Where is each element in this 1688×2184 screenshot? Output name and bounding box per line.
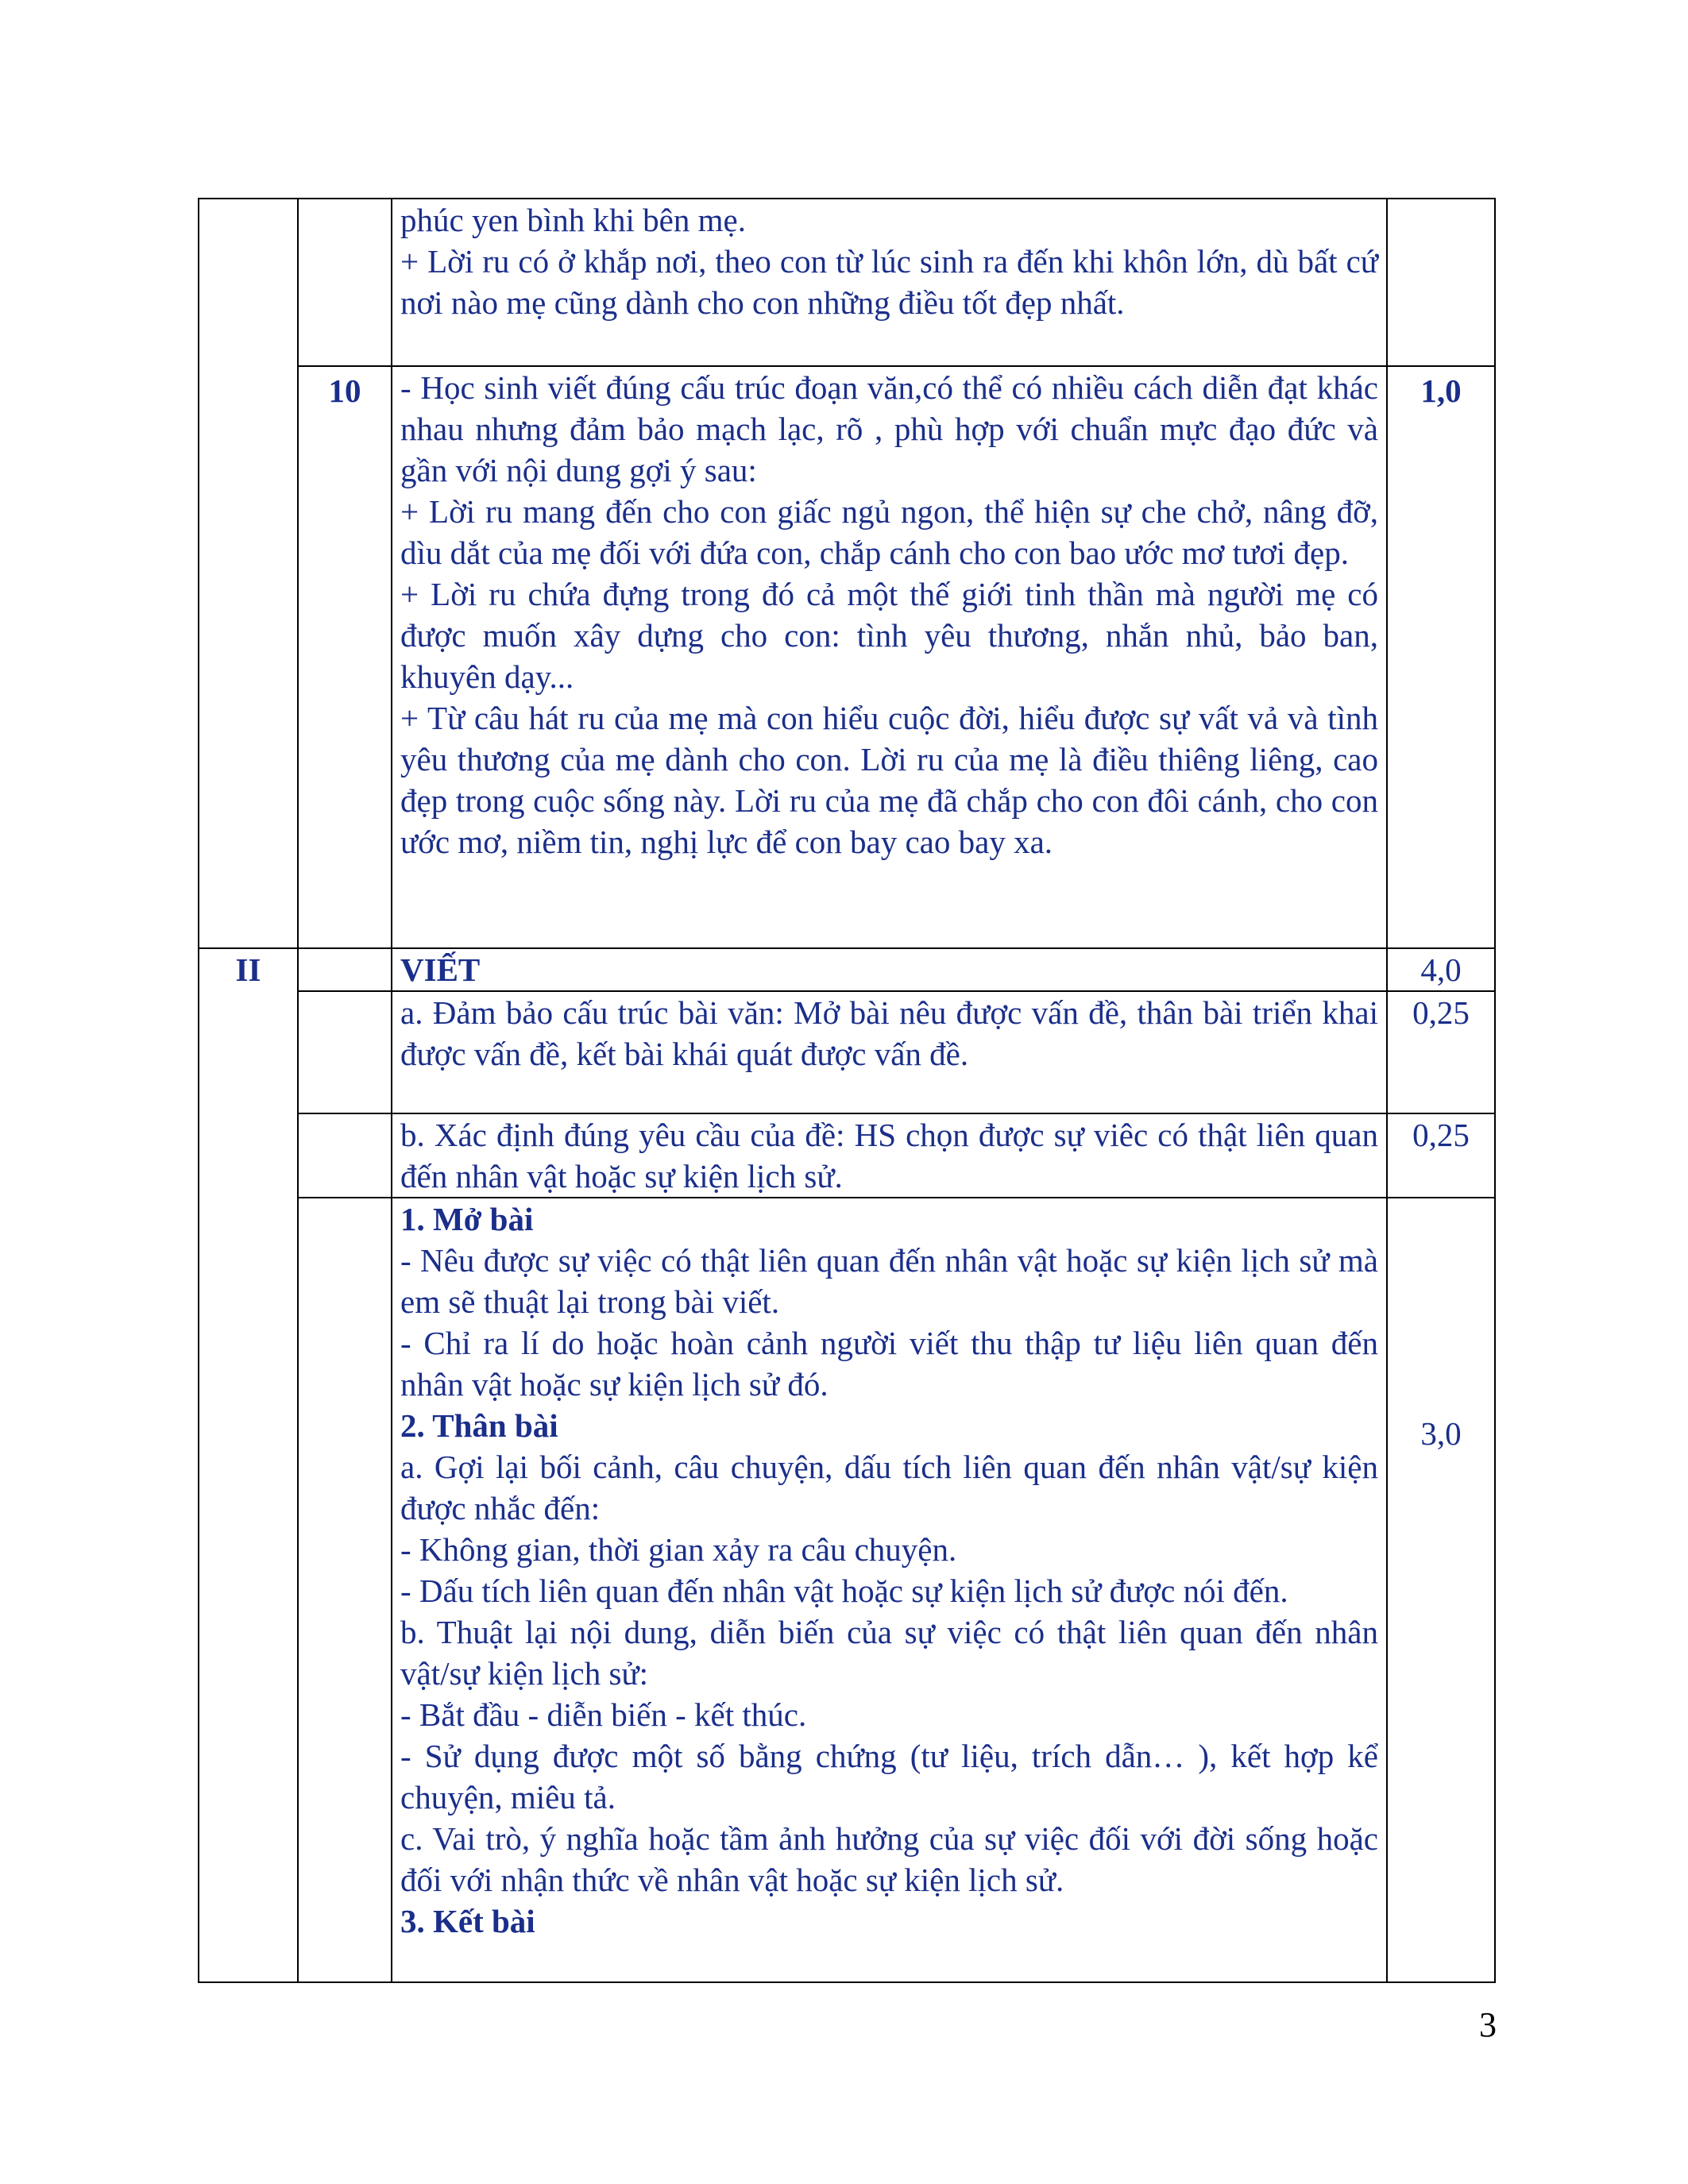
answer-key-table	[198, 198, 1496, 1983]
page-number: 3	[1479, 2005, 1497, 2044]
score-cell	[1387, 199, 1495, 366]
content-line: phúc yen bình khi bên mẹ.	[400, 202, 746, 238]
content-cell	[392, 1198, 1387, 1982]
score-cell: 1,0	[1387, 366, 1495, 948]
content-line: - Dấu tích liên quan đến nhân vật hoặc sự kiện lịch sử được nói đến.	[400, 1572, 1288, 1609]
outline-heading: 2. Thân bài	[400, 1407, 558, 1444]
content-line: b. Thuật lại nội dung, diễn biến của sự việc có thật liên quan đến nhân vật/sự kiện lịch sử:	[400, 1614, 1378, 1692]
question-number-cell	[298, 991, 392, 1113]
content-cell	[392, 991, 1387, 1113]
table-row	[199, 1198, 1495, 1982]
section-heading: VIẾT	[392, 948, 1387, 991]
content-line: - Không gian, thời gian xảy ra câu chuyện.	[400, 1531, 957, 1568]
outline-heading: 1. Mở bài	[400, 1201, 534, 1237]
content-cell	[392, 1113, 1387, 1198]
score-cell: 0,25	[1387, 991, 1495, 1113]
part-cell: II	[199, 948, 298, 1982]
question-number-cell	[298, 1113, 392, 1198]
content-line: a. Gợi lại bối cảnh, câu chuyện, dấu tích liên quan đến nhân vật/sự kiện được nhắc đến:	[400, 1449, 1378, 1526]
question-number-cell: 10	[298, 366, 392, 948]
content-cell	[392, 199, 1387, 366]
table-row	[199, 366, 1495, 948]
content-line: - Học sinh viết đúng cấu trúc đoạn văn,có thể có nhiều cách diễn đạt khác nhau nhưng đảm bảo mạch lạc, rõ , phù hợp với chuẩn mực đạo đức và gần với nội dung gợi ý sau:	[400, 369, 1378, 488]
content-line: + Lời ru chứa đựng trong đó cả một thế giới tinh thần mà người mẹ có được muốn xây dựng cho con: tình yêu thương, nhắn nhủ, bảo ban, khuyên dạy...	[400, 576, 1378, 695]
question-number-cell	[298, 948, 392, 991]
content-line: c. Vai trò, ý nghĩa hoặc tầm ảnh hưởng của sự việc đối với đời sống hoặc đối với nhận thức về nhân vật hoặc sự kiện lịch sử.	[400, 1820, 1378, 1898]
outline-heading: 3. Kết bài	[400, 1903, 535, 1939]
content-line: b. Xác định đúng yêu cầu của đề: HS chọn được sự viêc có thật liên quan đến nhân vật hoặc sự kiện lịch sử.	[400, 1117, 1378, 1194]
content-line: a. Đảm bảo cấu trúc bài văn: Mở bài nêu được vấn đề, thân bài triển khai được vấn đề, kết bài khái quát được vấn đề.	[400, 994, 1378, 1072]
score-cell: 3,0	[1387, 1198, 1495, 1982]
content-line: + Lời ru có ở khắp nơi, theo con từ lúc sinh ra đến khi khôn lớn, dù bất cứ nơi nào mẹ cũng dành cho con những điều tốt đẹp nhất.	[400, 243, 1378, 321]
question-number-cell	[298, 1198, 392, 1982]
table-row	[199, 991, 1495, 1113]
content-line: - Sử dụng được một số bằng chứng (tư liệu, trích dẫn… ), kết hợp kể chuyện, miêu tả.	[400, 1738, 1378, 1815]
table-row	[199, 948, 1495, 991]
question-number-cell	[298, 199, 392, 366]
content-line: + Từ câu hát ru của mẹ mà con hiểu cuộc đời, hiểu được sự vất vả và tình yêu thương của mẹ dành cho con. Lời ru của mẹ là điều thiêng liêng, cao đẹp trong cuộc sống này. Lời ru của mẹ đã chắp cho con đôi cánh, cho con ước mơ, niềm tin, nghị lực để con bay cao bay xa.	[400, 700, 1378, 860]
table-row	[199, 199, 1495, 366]
content-line: - Chỉ ra lí do hoặc hoàn cảnh người viết thu thập tư liệu liên quan đến nhân vật hoặc sự kiện lịch sử đó.	[400, 1325, 1378, 1403]
score-cell: 4,0	[1387, 948, 1495, 991]
score-cell: 0,25	[1387, 1113, 1495, 1198]
part-cell	[199, 199, 298, 948]
content-line: + Lời ru mang đến cho con giấc ngủ ngon, thể hiện sự che chở, nâng đỡ, dìu dắt của mẹ đối với đứa con, chắp cánh cho con bao ước mơ tươi đẹp.	[400, 493, 1378, 571]
content-line: - Bắt đầu - diễn biến - kết thúc.	[400, 1696, 807, 1733]
content-line: - Nêu được sự việc có thật liên quan đến nhân vật hoặc sự kiện lịch sử mà em sẽ thuật lại trong bài viết.	[400, 1242, 1378, 1320]
table-row	[199, 1113, 1495, 1198]
content-cell	[392, 366, 1387, 948]
